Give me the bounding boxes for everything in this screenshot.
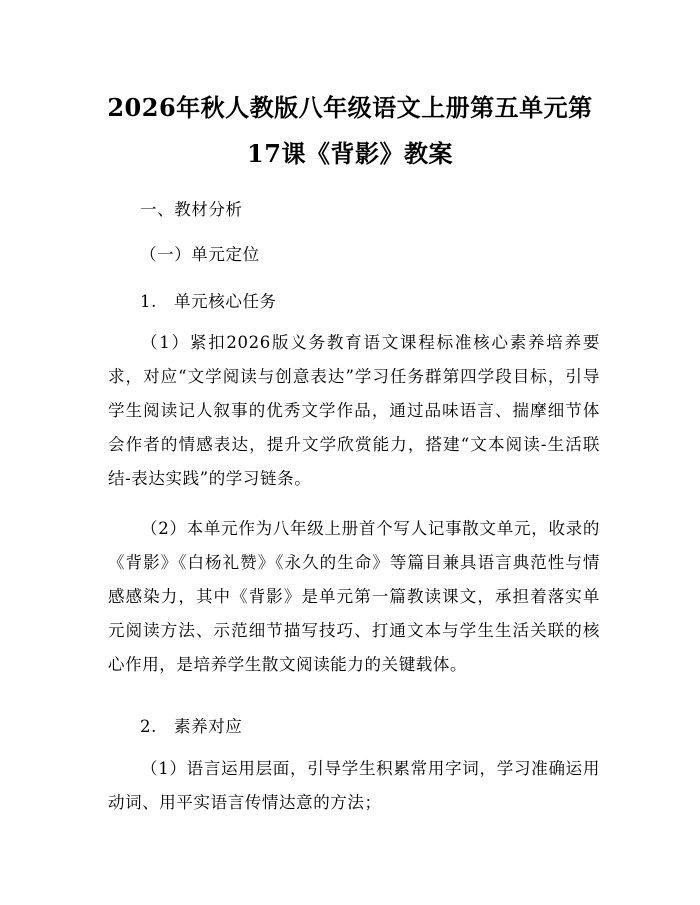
section-heading-teaching-material-analysis: 一、教材分析 bbox=[140, 200, 243, 219]
document-title-line-1: 2026年秋人教版八年级语文上册第五单元第 bbox=[107, 93, 593, 122]
paragraph-language-use: （1）语言运用层面，引导学生积累常用字词，学习准确运用动词、用平实语言传情达意的方法； bbox=[108, 759, 600, 812]
paragraph-core-task-1: （1）紧扣2026版义务教育语文课程标准核心素养培养要求，对应“文学阅读与创意表达”学习任务群第四学段目标，引导学生阅读记人叙事的优秀文学作品，通过品味语言、揣摩细节体会作者的情感表达，提升文学欣赏能力，搭建“文本阅读-生活联结-表达实践”的学习链条。 bbox=[108, 333, 600, 488]
subsection-heading-unit-positioning: （一）单元定位 bbox=[140, 245, 260, 264]
item-heading-unit-core-task: 1. 单元核心任务 bbox=[140, 292, 277, 311]
paragraph-core-task-2: （2）本单元作为八年级上册首个写人记事散文单元，收录的《背影》《白杨礼赞》《永久的生命》等篇目兼具语言典范性与情感感染力，其中《背影》是单元第一篇教读课文，承担着落实单元阅读方法、示范细节描写技巧、打通文本与学生生活关联的核心作用，是培养学生散文阅读能力的关键载体。 bbox=[108, 519, 600, 674]
item-heading-competency-mapping: 2. 素养对应 bbox=[140, 717, 243, 736]
document-title-line-2: 17课《背影》教案 bbox=[247, 139, 453, 168]
